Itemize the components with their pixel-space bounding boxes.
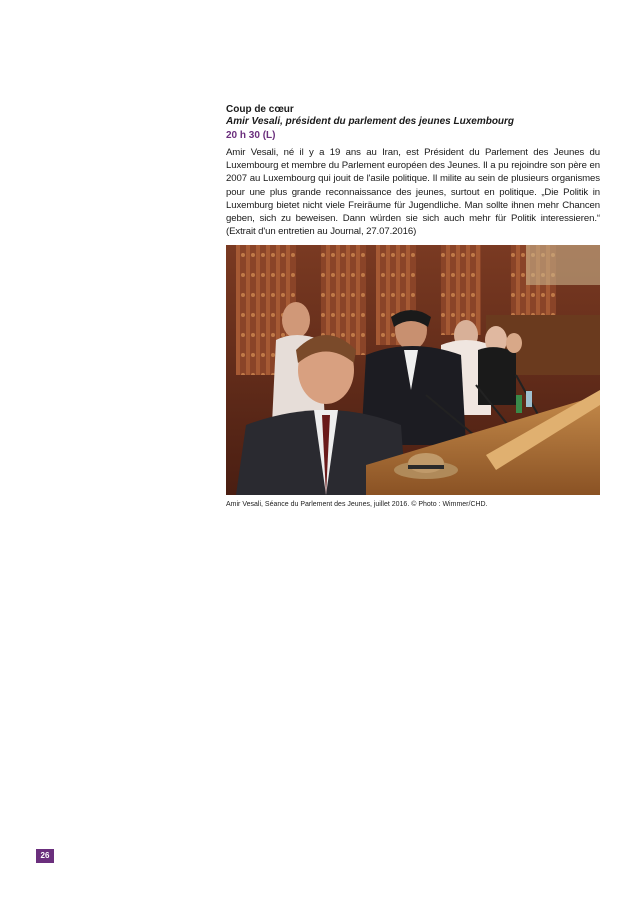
page-number-badge: 26: [36, 849, 54, 863]
photo-caption: Amir Vesali, Séance du Parlement des Jeunes, juillet 2016. © Photo : Wimmer/CHD.: [226, 501, 488, 508]
article: [226, 104, 600, 238]
broadcast-time: 20 h 30 (L): [226, 130, 276, 141]
parliament-photo: [226, 245, 600, 495]
article-body: Amir Vesali, né il y a 19 ans au Iran, est Président du Parlement des Jeunes du Luxembourg et membre du Parlement européen des Jeunes. Il a pu rejoindre son père en 2007 au Luxembourg qui jouit de l'asile politique. Il milite au sein de plusieurs organismes pour une plus grande reconnaissance des jeunes, surtout en politique. „Die Politik in Luxemburg bietet nicht viele Freiräume für Jugendliche. Man sollte ihnen mehr Chancen geben, sich zu beweisen. Dann würden sie sich auch mehr für Politik interessieren.“ (Extrait d'un entretien au Journal, 27.07.2016): [226, 147, 600, 238]
photo-illustration: [226, 245, 600, 495]
article-kicker: Coup de cœur: [226, 104, 294, 115]
article-headline: Amir Vesali, président du parlement des jeunes Luxembourg: [226, 116, 515, 127]
